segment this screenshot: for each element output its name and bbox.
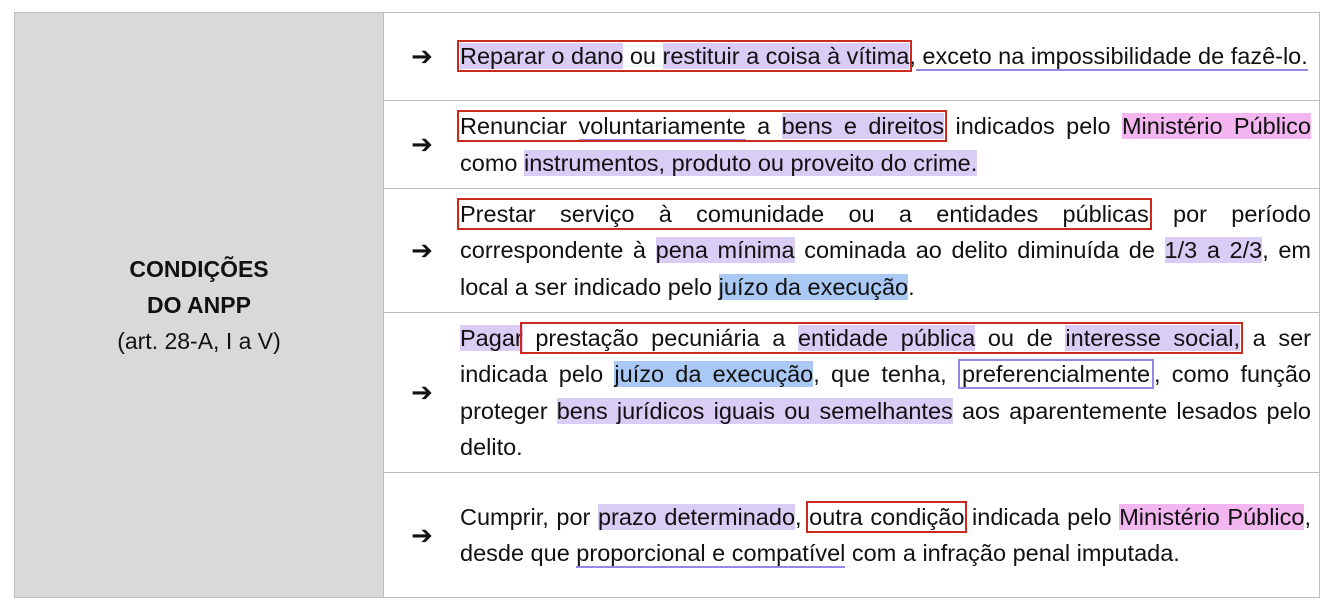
table-header-cell <box>15 13 384 597</box>
condition-text-4 <box>460 320 1319 466</box>
text: Renunciar <box>460 113 579 139</box>
text: , desde que <box>460 503 1312 566</box>
highlight: interesse social, <box>1065 324 1241 351</box>
condition-row-5 <box>384 473 1319 597</box>
text: a <box>745 113 782 139</box>
highlight-blue: juízo da execução <box>718 273 909 300</box>
text: como <box>460 149 524 176</box>
underline-text: exceto na impossibilidade de fazê-lo. <box>915 43 1308 70</box>
text: cominada ao delito diminuída de <box>794 237 1165 264</box>
text: Cumprir, por <box>460 503 598 530</box>
condition-row-3 <box>384 189 1319 313</box>
text: ou de <box>975 324 1066 351</box>
condition-text-2 <box>460 108 1319 181</box>
text: indicada pelo <box>964 503 1120 530</box>
text: a ser indicada pelo <box>460 324 1312 387</box>
text: , <box>795 503 810 530</box>
condition-text-3 <box>460 196 1319 306</box>
highlight-pink: Ministério Público <box>1121 113 1311 139</box>
text: aos aparentemente lesados pelo delito. <box>460 397 1311 460</box>
header-subtitle: (art. 28-A, I a V) <box>117 328 281 354</box>
text: com a infração penal imputada. <box>845 540 1180 566</box>
condition-row-1 <box>384 13 1319 101</box>
highlight: Reparar o dano <box>460 43 624 70</box>
arrow-icon: ➔ <box>411 235 433 265</box>
condition-row-2 <box>384 101 1319 189</box>
highlight: bens jurídicos iguais ou semelhantes <box>556 397 953 424</box>
text: ou <box>623 43 663 70</box>
highlight-pink: Ministério Público <box>1119 503 1305 530</box>
arrow-icon: ➔ <box>411 377 433 407</box>
condition-row-4 <box>384 313 1319 473</box>
highlight-blue: juízo da execução <box>614 361 814 387</box>
highlight: 1/3 a 2/3 <box>1164 237 1263 264</box>
text: , em local a ser indicado pelo <box>460 237 1311 300</box>
conditions-list <box>384 13 1319 597</box>
condition-text-1 <box>460 38 1319 75</box>
arrow-icon: ➔ <box>411 519 433 550</box>
boxed-text: outra condição <box>809 503 965 530</box>
text: . <box>908 273 915 300</box>
underline-text: voluntariamente <box>578 113 746 139</box>
arrow-icon: ➔ <box>411 41 433 71</box>
condition-text-5 <box>460 499 1319 572</box>
text: , que tenha, <box>813 361 958 387</box>
boxed-text: Prestar serviço à comunidade ou a entidades públicas <box>460 200 1149 227</box>
highlight: bens e direitos <box>781 113 945 139</box>
highlight: prazo determinado <box>597 503 796 530</box>
outlined-text: preferencialmente <box>958 359 1154 389</box>
highlight: instrumentos, produto ou proveito do crime. <box>524 149 978 176</box>
text: indicados pelo <box>944 113 1122 139</box>
text: por período correspondente à <box>460 200 1311 264</box>
underline-text: proporcional e compatível <box>576 540 846 566</box>
highlight: restituir a coisa à vítima <box>662 43 910 70</box>
text: prestação pecuniária a <box>522 324 798 351</box>
text: , como função proteger <box>460 361 1312 424</box>
text: , <box>909 43 916 70</box>
arrow-icon: ➔ <box>411 129 433 159</box>
highlight: entidade pública <box>797 324 976 351</box>
header-title-line2: DO ANPP <box>147 292 251 318</box>
highlight: pena mínima <box>655 237 795 264</box>
header-title-line1: CONDIÇÕES <box>129 256 269 282</box>
conditions-table <box>14 12 1320 598</box>
highlight: Pagar <box>460 324 523 351</box>
